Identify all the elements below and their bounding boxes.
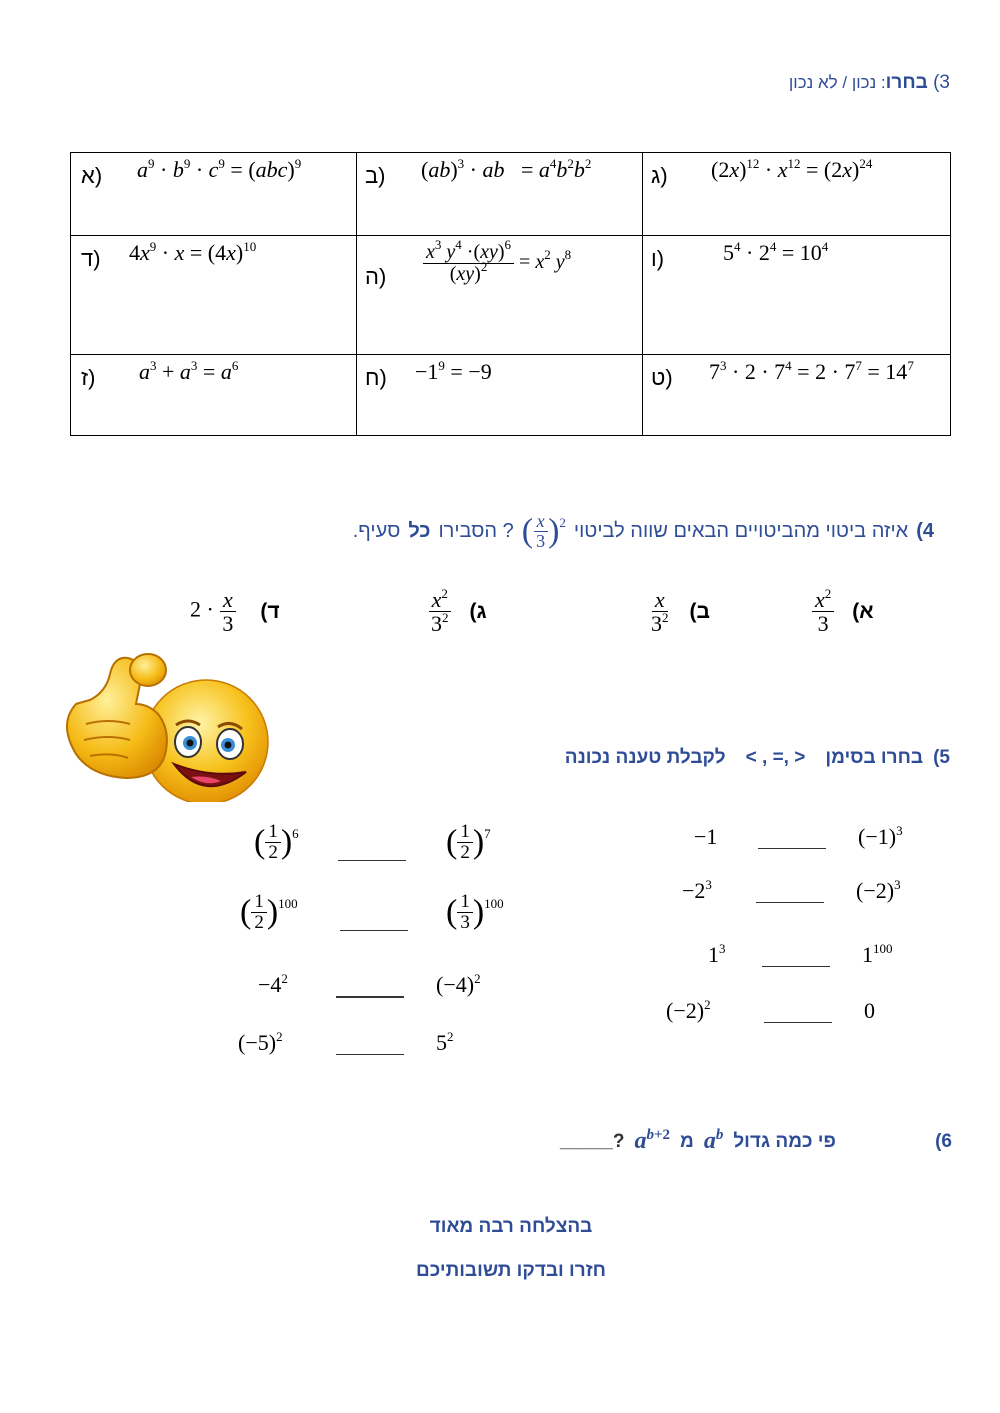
- answer-blank[interactable]: [340, 908, 408, 931]
- cell-letter: ב): [365, 163, 386, 188]
- cell-letter: ט): [651, 365, 673, 390]
- q3-number: 3): [933, 72, 950, 93]
- compare-right: $(-4)^2$: [436, 971, 481, 997]
- q6-text-mi: מ: [680, 1130, 694, 1152]
- cell-expr: $a^9 \cdot b^9 \cdot c^9 = (abc)^9$: [137, 156, 302, 182]
- cell-letter: ד): [81, 246, 101, 271]
- cell-f[interactable]: [643, 236, 951, 355]
- compare-row: [0, 822, 600, 878]
- compare-left: ( $\frac{1}{2}$ )$^{100}$: [240, 891, 298, 933]
- option-expr: $\frac{x}{3^2}$: [651, 587, 669, 637]
- cell-letter: א): [81, 163, 103, 188]
- q5-text-a: בחרו בסימן: [825, 747, 924, 768]
- cell-h[interactable]: [357, 355, 643, 436]
- cell-expr: $a^3 + a^3 = a^6$: [139, 358, 239, 384]
- cell-g[interactable]: [71, 355, 357, 436]
- cell-expr: $\frac{x^3 y^4 \cdot(xy)^6}{(xy)^2}$ = $x^2$ $y^8$: [423, 242, 571, 285]
- cell-expr: $4x^9 \cdot x = (4x)^{10}$: [129, 239, 257, 265]
- option-expr: $\frac{x^2}{3^2}$: [428, 588, 452, 635]
- compare-right: $(-1)^3$: [858, 823, 903, 849]
- q4-option-b[interactable]: [648, 588, 710, 635]
- compare-right: 0: [864, 998, 875, 1023]
- compare-right: $5^2$: [436, 1029, 454, 1055]
- q4-option-a[interactable]: [812, 588, 874, 635]
- footer-line-2: חזרו ובדקו תשובותיכם: [416, 1260, 606, 1281]
- q3-title-bold: בחרו: [885, 72, 928, 93]
- q5-symbols: < , =, >: [745, 747, 806, 768]
- q6-number: 6): [935, 1130, 952, 1152]
- q4-text-b: ? הסבירו: [438, 519, 514, 542]
- compare-left: $-4^2$: [258, 971, 288, 997]
- cell-expr: $-1^9 = -9$: [415, 358, 492, 384]
- q6-heading: [560, 1128, 952, 1155]
- q4-option-d[interactable]: [190, 588, 280, 635]
- q3-title-rest: : נכון / לא נכון: [788, 73, 886, 92]
- cell-expr: (ab)$^3$ · ab = $a^4b^2b^2$: [421, 156, 592, 182]
- compare-left: $(-5)^2$: [238, 1029, 283, 1055]
- cell-e[interactable]: [357, 236, 643, 355]
- true-false-table: [70, 152, 951, 436]
- answer-blank[interactable]: [762, 944, 830, 967]
- cell-letter: ח): [365, 365, 387, 390]
- cell-expr: $(2x)^{12} \cdot x^{12} = (2x)^{24}$: [711, 156, 873, 182]
- answer-blank[interactable]: [336, 974, 404, 998]
- compare-right: $(-2)^3$: [856, 877, 901, 903]
- q6-expr-ab: $a^b$: [703, 1127, 724, 1154]
- q4-text-bold: כל: [408, 519, 431, 542]
- cell-d[interactable]: [71, 236, 357, 355]
- q4-text-c: סעיף.: [352, 519, 401, 542]
- q4-heading: [353, 512, 934, 551]
- q4-target-expr: ( $\frac{x}{3}$ )$^2$: [521, 511, 566, 551]
- option-label: (ב: [689, 599, 710, 623]
- cell-letter: ג): [651, 163, 668, 188]
- thumbs-up-smiley-icon: [56, 652, 274, 802]
- answer-blank[interactable]: [764, 1000, 832, 1023]
- q3-heading: [789, 72, 950, 94]
- q6-text-a: פי כמה גדול: [733, 1130, 836, 1152]
- cell-i[interactable]: [643, 355, 951, 436]
- q5-number: 5): [933, 747, 950, 768]
- cell-a[interactable]: [71, 153, 357, 236]
- option-label: (א: [852, 599, 874, 623]
- q4-option-c[interactable]: [428, 588, 487, 635]
- q4-number: 4): [916, 519, 934, 542]
- answer-blank[interactable]: [338, 838, 406, 861]
- cell-c[interactable]: [643, 153, 951, 236]
- compare-row: [0, 1030, 600, 1066]
- footer-line-1: בהצלחה רבה מאוד: [429, 1216, 593, 1237]
- cell-expr: $7^3 \cdot 2 \cdot 7^4 = 2 \cdot 7^7 = 14^7$: [709, 358, 914, 384]
- cell-expr: $5^4 \cdot 2^4 = 10^4$: [723, 239, 829, 265]
- answer-blank[interactable]: [758, 826, 826, 849]
- answer-blank[interactable]: [336, 1032, 404, 1055]
- q5-heading: [565, 747, 950, 769]
- q6-answer-blank[interactable]: _____?: [560, 1130, 625, 1152]
- compare-right: ( $\frac{1}{3}$ )$^{100}$: [446, 891, 504, 933]
- option-expr: $\frac{x^2}{3}$: [812, 588, 834, 635]
- option-label: (ג: [469, 599, 487, 623]
- q6-expr-ab2: $a^{b+2}$: [634, 1127, 671, 1154]
- q4-text-a: איזה ביטוי מהביטויים הבאים שווה לביטוי: [573, 519, 909, 542]
- compare-row: [0, 972, 600, 1008]
- compare-left: $(-2)^2$: [666, 997, 711, 1023]
- compare-left: $1^3$: [708, 941, 726, 967]
- cell-letter: ו): [651, 246, 665, 271]
- compare-row: [0, 892, 600, 948]
- compare-left: $-2^3$: [682, 877, 712, 903]
- compare-left: −1: [694, 824, 718, 849]
- q5-text-b: לקבלת טענה נכונה: [564, 747, 726, 768]
- answer-blank[interactable]: [756, 880, 824, 903]
- cell-letter: ה): [365, 264, 387, 289]
- compare-right: $1^{100}$: [862, 941, 893, 967]
- cell-letter: ז): [81, 365, 96, 390]
- compare-left: ( $\frac{1}{2}$ )$^6$: [254, 821, 299, 863]
- option-expr: 2 · $\frac{x}{3}$: [190, 588, 236, 635]
- cell-b[interactable]: [357, 153, 643, 236]
- compare-right: ( $\frac{1}{2}$ )$^7$: [446, 821, 491, 863]
- option-label: (ד: [260, 599, 280, 623]
